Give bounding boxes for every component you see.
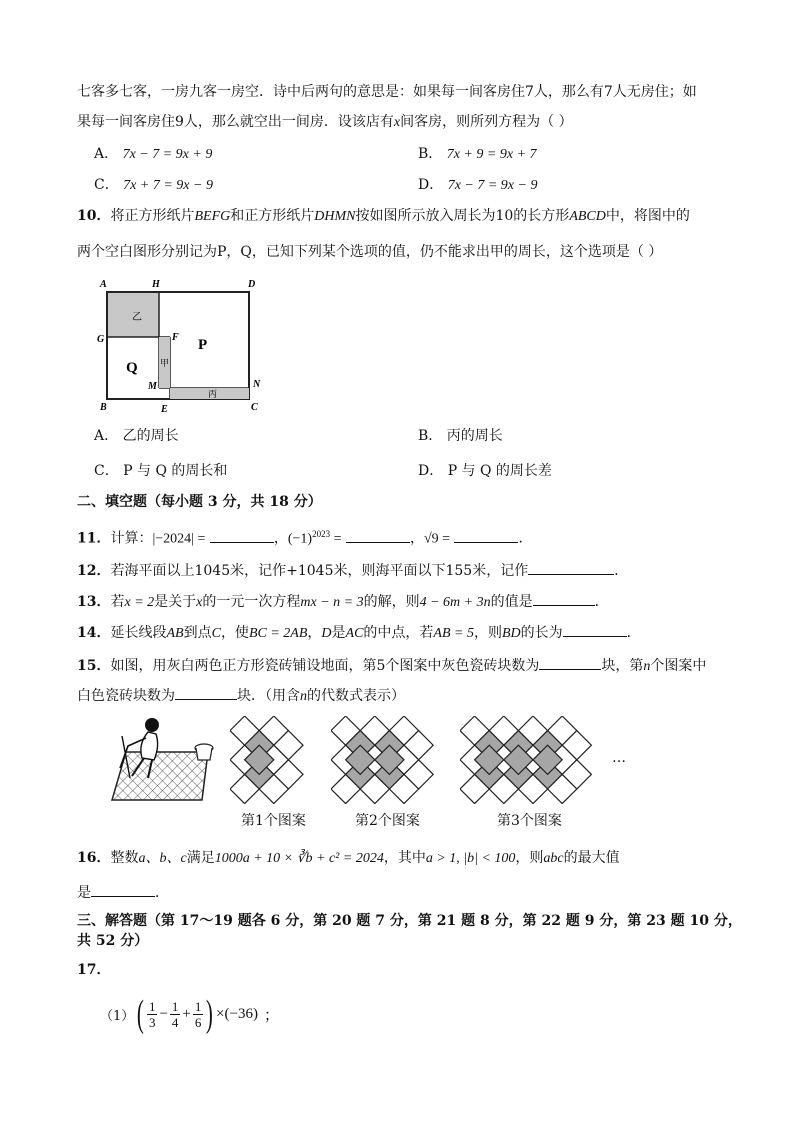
paren-left: ( [137,993,145,1035]
pattern-3 [460,716,606,804]
frac-num: 1 [148,998,156,1014]
section-3-heading-line2: 共 52 分） [77,933,149,949]
q10-rect: ABCD [569,209,606,224]
option-label: A． [94,146,119,162]
label-jia: 甲 [160,359,170,369]
q14-text-a: 延长线段 [110,625,167,641]
q10-text-d: 中，将图中的 [605,208,690,224]
q16-text-i: 的最大值 [563,850,620,866]
q13-line: 13．若x = 2是关于x的一元一次方程mx − n = 3的解，则4 − 6m + 3n的值是 ． [77,591,609,613]
q15-line2 [77,685,405,707]
section-2-heading: 二、填空题（每小题 3 分，共 18 分） [77,494,322,510]
q13-expr-b: x = 2 [124,595,155,610]
pt-n: N [253,379,261,390]
q15-blank-1[interactable] [539,655,601,670]
q16-vars: a、b、c [138,851,187,866]
option-text: 乙的周长 [122,428,179,444]
q16-product: abc [543,851,564,866]
q14-text-e: ，使 [220,625,249,641]
q10-option-d[interactable] [418,461,552,481]
q14-line: 14．延长线段AB到点C，使BC = 2AB，D是AC的中点，若AB = 5，则BD的长为 ． [77,622,641,644]
fraction-3 [193,999,204,1030]
q15-text-d: 白色瓷砖块数为 [77,688,175,704]
q11-blank-1[interactable] [210,528,274,543]
q9-option-c[interactable] [94,175,213,196]
q13-text-e: 的一元一次方程 [202,594,301,610]
option-label: D． [418,177,444,193]
q13-var: x [196,595,203,610]
label-p: P [198,337,208,353]
q14-eq: BC = 2AB [248,626,308,641]
q14-seg-ac: AC [345,626,364,641]
q13-equation: mx − n = 3 [300,595,364,610]
q16-text-c: 满足 [186,850,215,866]
q15-text-b: 块，第 [601,658,644,674]
q13-text-a: 若 [110,594,125,610]
q14-text-m: ，则 [473,625,502,641]
q14-blank[interactable] [563,622,627,637]
paren-right: ) [206,993,214,1035]
q9-var: x [393,115,401,130]
q11-expr-1: |−2024| = [152,531,206,547]
q14-text-c: 到点 [183,625,212,641]
q11-text: 计算： [110,530,153,547]
q14-ab-value: AB = 5 [433,626,474,641]
pt-f: F [172,332,179,343]
q14-seg-bd: BD [501,626,521,641]
option-label: B． [418,428,443,444]
pt-h: H [152,279,160,290]
q13-expr-h: 4 − 6m + 3n [419,595,491,610]
pattern-ellipsis: … [612,750,626,766]
fraction-2 [170,999,181,1030]
q11-number: 11． [77,530,111,547]
q14-number: 14． [77,625,111,641]
bucket-body [196,748,212,760]
q10-square-1: BEFG [194,209,231,224]
option-text: P 与 Q 的周长差 [447,463,552,479]
plus-sign: + [182,1005,191,1022]
pattern-3-caption: 第3个图案 [497,813,562,829]
q16-conditions: a > 1, |b| < 100 [425,851,516,866]
q13-blank[interactable] [533,591,595,606]
q10-square-2: DHMN [314,209,356,224]
q11-expr-3: √9 = [423,531,451,547]
frac-num: 1 [194,998,202,1014]
q9-line1: 七客多七客，一房九客一房空．诗中后两句的意思是：如果每一间客房住7人，那么有7人无房住；如 [77,84,697,100]
q13-number: 13． [77,594,111,610]
q11-expr-2b: = [330,531,342,547]
frac-den: 4 [171,1014,179,1030]
q16-text-a: 整数 [110,850,139,866]
q16-text-line2: 是 [77,885,91,901]
q10-text-b: 和正方形纸片 [230,208,315,224]
q15-text-c: 个图案中 [650,658,707,674]
q9-line2 [77,112,573,133]
section-3-heading-line1: 三、解答题（第 17～19 题各 6 分，第 20 题 7 分，第 21 题 8 分，第 22 题 9 分，第 23 题 10 分， [77,913,742,929]
option-label: B． [418,146,443,162]
q15-text-a: 如图，用灰白两色正方形瓷砖铺设地面，第5个图案中灰色瓷砖块数为 [110,658,540,674]
q14-text-g: ， [307,625,322,641]
pattern-2-caption: 第2个图案 [355,813,420,829]
q17-number: 17． [77,962,111,978]
q10-option-a[interactable] [94,426,179,446]
pt-g: G [97,334,105,345]
q13-text-g: 的解，则 [363,594,420,610]
q13-text-c: 是关于 [154,594,197,610]
q17-part1-label: （1） [100,1008,135,1024]
q9-option-b[interactable] [418,144,537,165]
fraction-1 [147,999,158,1030]
q14-text-k: 的中点，若 [363,625,434,641]
q10-option-b[interactable] [418,426,503,446]
label-yi: 乙 [132,312,142,323]
frac-den: 3 [148,1014,156,1030]
q16-text-e: ，其中 [383,850,426,866]
q17-tail: ； [263,1005,279,1024]
option-label: C． [94,463,119,479]
q14-pt-d: D [321,626,332,641]
q15-number: 15． [77,658,111,674]
frac-den: 6 [194,1014,202,1030]
pattern-1-caption: 第1个图案 [241,813,306,829]
q9-text-b: 间客房，则所列方程为（ ） [400,114,573,130]
option-label: D． [418,463,444,479]
frac-num: 1 [171,998,179,1014]
pt-m: M [148,381,157,392]
tiling-illustration [108,716,218,804]
q16-text-g: ，则 [515,850,544,866]
q14-text-o: 的长为 [520,625,563,641]
pattern-2 [331,716,447,804]
q14-seg-ab: AB [166,626,184,641]
person-body [141,732,158,760]
pattern-1 [230,716,318,804]
q16-line2: 是 ． [77,882,169,903]
q15-line1 [77,655,706,677]
q16-equation: 1000a + 10 × ∛b + c² = 2024 [214,851,384,866]
q11-line: 11．计算：|−2024| = ，$(-1)^{2023}$ = ，√9 = ． [77,529,533,547]
q14-text-i: 是 [331,625,346,641]
q9-text-a: 果每一间客房住9人，那么就空出一间房．设该店有 [77,114,394,130]
pt-d: D [248,279,256,290]
label-q: Q [126,360,138,376]
q16-number: 16． [77,850,111,866]
q11-blank-3[interactable] [454,528,518,543]
option-eq: 7x + 9 = 9x + 7 [446,147,537,162]
q16-blank[interactable] [91,882,155,897]
q10-line2: 两个空白图形分别记为P，Q，已知下列某个选项的值，仍不能求出甲的周长，这个选项是（ ） [77,244,663,260]
q9-option-a[interactable] [94,144,212,165]
q11-exponent: 2023 [312,529,331,539]
person-head [145,718,159,732]
q15-var-2: n [300,689,307,704]
q9-option-d[interactable] [418,175,537,196]
option-eq: 7x − 7 = 9x + 9 [122,147,213,162]
q15-blank-2[interactable] [175,685,237,700]
q10-text-c: 按如图所示放入周长为10的长方形 [355,208,570,224]
q15-text-f: 的代数式表示） [307,688,405,704]
q12-line: 12．若海平面以上1045米，记作+1045米，则海平面以下155米，记作 ． [77,560,628,581]
q16-line1 [77,848,620,869]
q10-line1 [77,206,690,227]
option-label: C． [94,177,119,193]
q10-figure [94,276,264,416]
q12-number: 12． [77,563,111,579]
q15-var: n [643,659,651,674]
q10-number: 10． [77,208,111,224]
option-label: A． [94,428,119,444]
q11-blank-2[interactable] [346,528,410,543]
pt-a: A [100,279,107,290]
q17-part1 [100,994,279,1034]
q17-times: ×(−36) [216,1005,258,1022]
minus-sign: − [159,1005,168,1022]
q10-option-c[interactable] [94,461,227,481]
option-eq: 7x − 7 = 9x − 9 [447,178,538,193]
pt-e: E [161,404,168,415]
q12-blank[interactable] [528,560,614,575]
label-bing: 丙 [208,390,218,400]
q15-text-e: 块．（用含 [237,688,300,704]
q13-text-i: 的值是 [490,594,533,610]
pt-b: B [100,402,107,413]
q14-pt-c: C [211,626,221,641]
q12-text: 若海平面以上1045米，记作+1045米，则海平面以下155米，记作 [110,563,529,579]
option-text: 丙的周长 [446,428,503,444]
option-text: P 与 Q 的周长和 [123,463,228,479]
q10-text-a: 将正方形纸片 [110,208,195,224]
option-eq: 7x + 7 = 9x − 9 [123,178,213,193]
pt-c: C [251,402,258,413]
q11-expr-2: (−1) [287,531,313,547]
